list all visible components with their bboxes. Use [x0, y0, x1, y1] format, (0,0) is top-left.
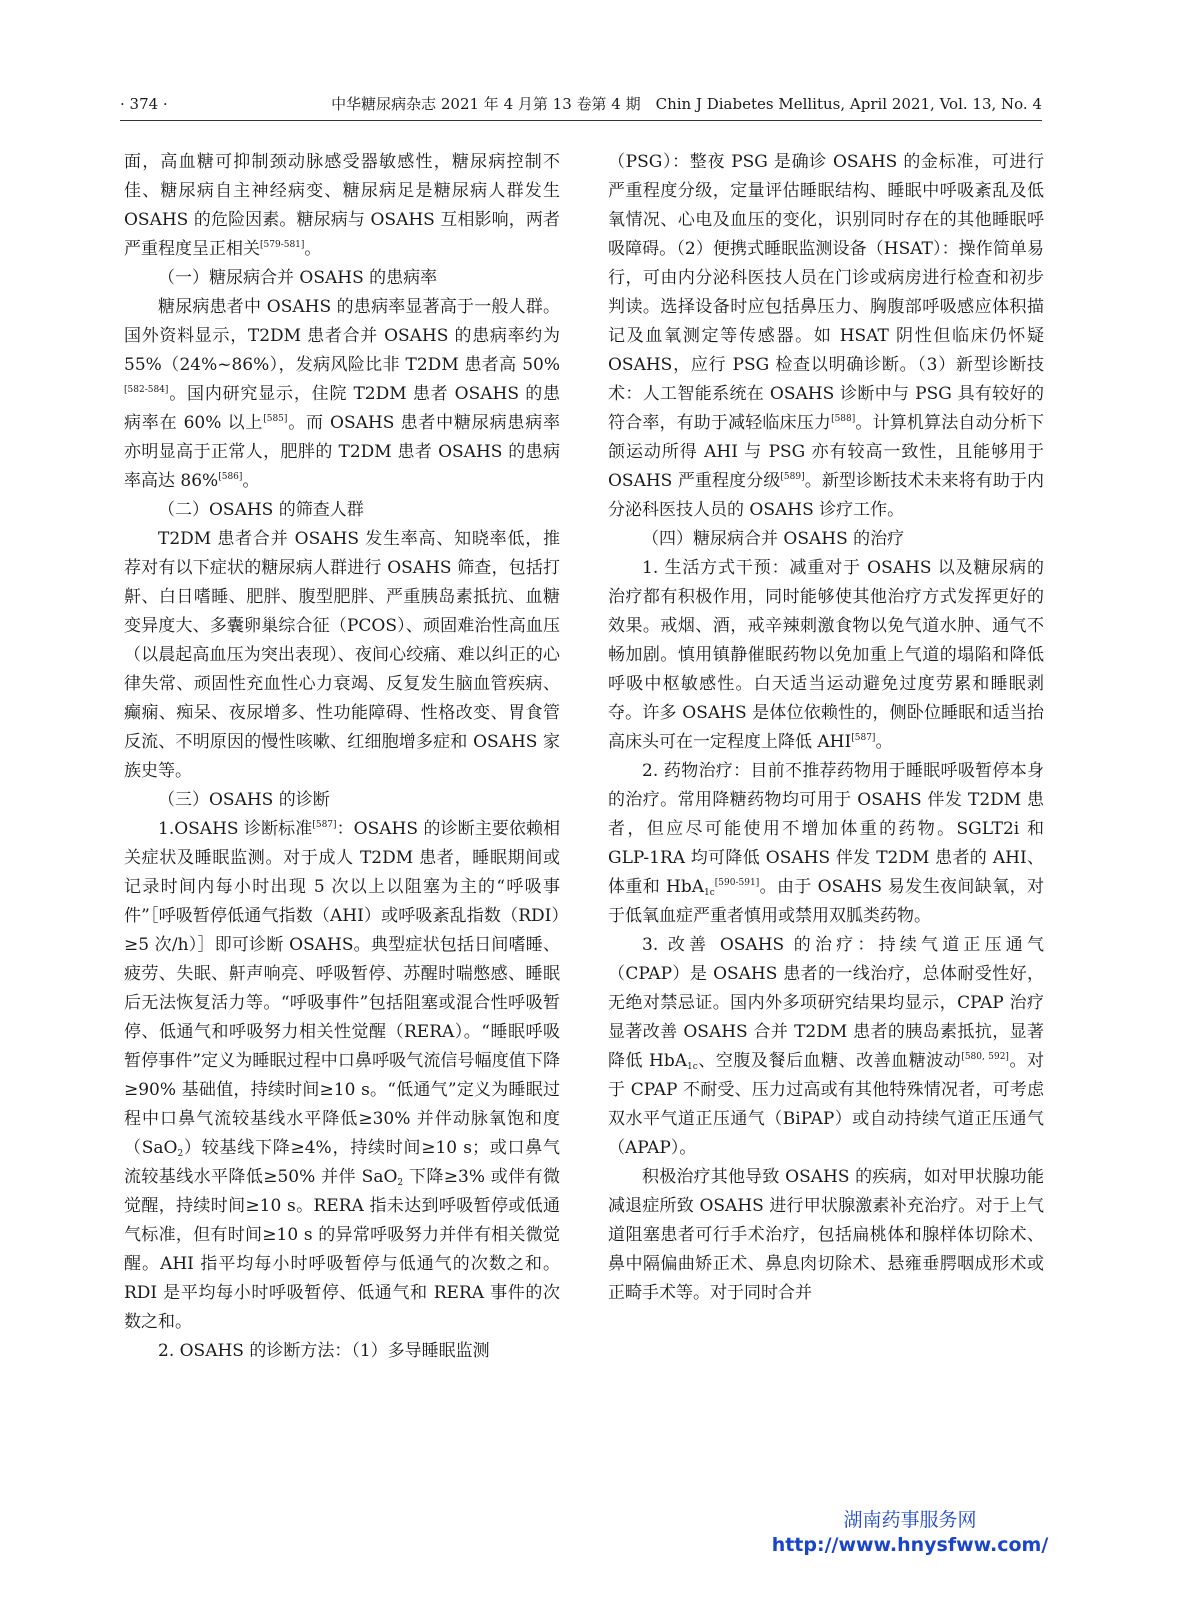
paragraph: 1.OSAHS 诊断标准[587]：OSAHS 的诊断主要依赖相关症状及睡眠监测。对于成人 T2DM 患者，睡眠期间或记录时间内每小时出现 5 次以上以阻塞为主的“呼吸事件”［呼吸暂停低通气指数（AHI）或呼吸紊乱指数（RDI）≥5 次/h）］即可诊断 OSAHS。典型症状包括日间嗜睡、疲劳、失眠、鼾声响亮、呼吸暂停、苏醒时喘憋感、睡眠后无法恢复活力等。“呼吸事件”包括阻塞或混合性呼吸暂停、低通气和呼吸努力相关性觉醒（RERA）。“睡眠呼吸暂停事件”定义为睡眠过程中口鼻呼吸气流信号幅度值下降≥90% 基础值，持续时间≥10 s。“低通气”定义为睡眠过程中口鼻气流较基线水平降低≥30% 并伴动脉氧饱和度（SaO$_2$）较基线下降≥4%，持续时间≥10 s；或口鼻气流较基线水平降低≥50% 并伴 SaO$_2$ 下降≥3% 或伴有微觉醒，持续时间≥10 s。RERA 指未达到呼吸暂停或低通气标准，但有时间≥10 s 的异常呼吸努力并伴有相关微觉醒。AHI 指平均每小时呼吸暂停与低通气的次数之和。RDI 是平均每小时呼吸暂停、低通气和 RERA 事件的次数之和。: [124, 819, 561, 1332]
citation: [587]: [312, 820, 337, 830]
running-header: [120, 92, 1042, 121]
citation: [588]: [831, 414, 856, 424]
paragraph: 1. 生活方式干预：减重对于 OSAHS 以及糖尿病的治疗都有积极作用，同时能够使其他治疗方式发挥更好的效果。戒烟、酒，戒辛辣刺激食物以免气道水肿、通气不畅加剧。慎用镇静催眠药物以免加重上气道的塌陷和降低呼吸中枢敏感性。白天适当运动避免过度劳累和睡眠剥夺。许多 OSAHS 是体位依赖性的，侧卧位睡眠和适当抬高床头可在一定程度上降低 AHI[587]。: [608, 558, 1044, 752]
right-column: [608, 148, 1044, 1308]
watermark-title: 湖南药事服务网: [843, 1509, 977, 1531]
citation: [582-584]: [124, 385, 169, 395]
paragraph: 面，高血糖可抑制颈动脉感受器敏感性，糖尿病控制不佳、糖尿病自主神经病变、糖尿病足是糖尿病人群发生 OSAHS 的危险因素。糖尿病与 OSAHS 互相影响，两者严重程度呈正相关[579-581]。: [124, 152, 560, 259]
page-number: · 374 ·: [120, 95, 168, 113]
paragraph: 3. 改善 OSAHS 的治疗：持续气道正压通气（CPAP）是 OSAHS 患者的一线治疗，总体耐受性好，无绝对禁忌证。国内外多项研究结果均显示，CPAP 治疗显著改善 OSAHS 合并 T2DM 患者的胰岛素抵抗，显著降低 HbA$_{1c}$、空腹及餐后血糖、改善血糖波动[580, 592]。对于 CPAP 不耐受、压力过高或有其他特殊情况者，可考虑双水平气道正压通气（BiPAP）或自动持续气道正压通气（APAP）。: [608, 935, 1045, 1158]
citation: [585]: [263, 414, 288, 424]
section-heading: （二）OSAHS 的筛查人群: [158, 500, 364, 520]
watermark-url[interactable]: http://www.hnysfww.com/: [771, 1534, 1049, 1556]
paragraph: T2DM 患者合并 OSAHS 发生率高、知晓率低，推荐对有以下症状的糖尿病人群进行 OSAHS 筛查，包括打鼾、白日嗜睡、肥胖、腹型肥胖、严重胰岛素抵抗、血糖变异度大、多囊卵巢综合征（PCOS）、顽固难治性高血压（以晨起高血压为突出表现）、夜间心绞痛、难以纠正的心律失常、顽固性充血性心力衰竭、反复发生脑血管疾病、癫痫、痴呆、夜尿增多、性功能障碍、性格改变、胃食管反流、不明原因的慢性咳嗽、红细胞增多症和 OSAHS 家族史等。: [124, 529, 560, 781]
section-heading: （四）糖尿病合并 OSAHS 的治疗: [642, 529, 905, 549]
citation: [586]: [218, 472, 243, 482]
left-column: [124, 148, 560, 1366]
paragraph: 积极治疗其他导致 OSAHS 的疾病，如对甲状腺功能减退症所致 OSAHS 进行甲状腺激素补充治疗。对于上气道阻塞患者可行手术治疗，包括扁桃体和腺样体切除术、鼻中隔偏曲矫正术、鼻息肉切除术、悬雍垂腭咽成形术或正畸手术等。对于同时合并: [608, 1167, 1044, 1303]
paragraph: 2. 药物治疗：目前不推荐药物用于睡眠呼吸暂停本身的治疗。常用降糖药物均可用于 OSAHS 伴发 T2DM 患者，但应尽可能使用不增加体重的药物。SGLT2i 和 GLP-1RA 均可降低 OSAHS 伴发 T2DM 患者的 AHI、体重和 HbA$_{1c}$[590-591]。由于 OSAHS 易发生夜间缺氧，对于低氧血症严重者慎用或禁用双胍类药物。: [608, 761, 1045, 926]
citation: [580, 592]: [961, 1052, 1009, 1062]
citation: [590-591]: [714, 878, 760, 888]
section-heading: （三）OSAHS 的诊断: [158, 790, 330, 810]
paragraph: （PSG）：整夜 PSG 是确诊 OSAHS 的金标准，可进行严重程度分级，定量评估睡眠结构、睡眠中呼吸紊乱及低氧情况、心电及血压的变化，识别同时存在的其他睡眠呼吸障碍。（2）便携式睡眠监测设备（HSAT）：操作简单易行，可由内分泌科医技人员在门诊或病房进行检查和初步判读。选择设备时应包括鼻压力、胸腹部呼吸感应体积描记及血氧测定等传感器。如 HSAT 阴性但临床仍怀疑 OSAHS，应行 PSG 检查以明确诊断。（3）新型诊断技术：人工智能系统在 OSAHS 诊断中与 PSG 具有较好的符合率，有助于减轻临床压力[588]。计算机算法自动分析下颌运动所得 AHI 与 PSG 亦有较高一致性，且能够用于 OSAHS 严重程度分级[589]。新型诊断技术未来将有助于内分泌科医技人员的 OSAHS 诊疗工作。: [608, 152, 1045, 520]
section-heading: （一）糖尿病合并 OSAHS 的患病率: [158, 268, 438, 288]
citation: [589]: [780, 472, 805, 482]
paragraph: 2. OSAHS 的诊断方法：（1）多导睡眠监测: [158, 1341, 490, 1361]
citation: [587]: [851, 733, 876, 743]
paragraph: 糖尿病患者中 OSAHS 的患病率显著高于一般人群。国外资料显示，T2DM 患者合并 OSAHS 的患病率约为 55%（24%~86%），发病风险比非 T2DM 患者高 50%[582-584]。国内研究显示，住院 T2DM 患者 OSAHS 的患病率在 60% 以上[585]。而 OSAHS 患者中糖尿病患病率亦明显高于正常人，肥胖的 T2DM 患者 OSAHS 的患病率高达 86%[586]。: [124, 297, 561, 491]
watermark: [760, 1508, 1060, 1558]
citation: [579-581]: [260, 240, 305, 250]
journal-citation: 中华糖尿病杂志 2021 年 4 月第 13 卷第 4 期 Chin J Diabetes Mellitus, April 2021, Vol. 13, No. 4: [331, 95, 1042, 113]
